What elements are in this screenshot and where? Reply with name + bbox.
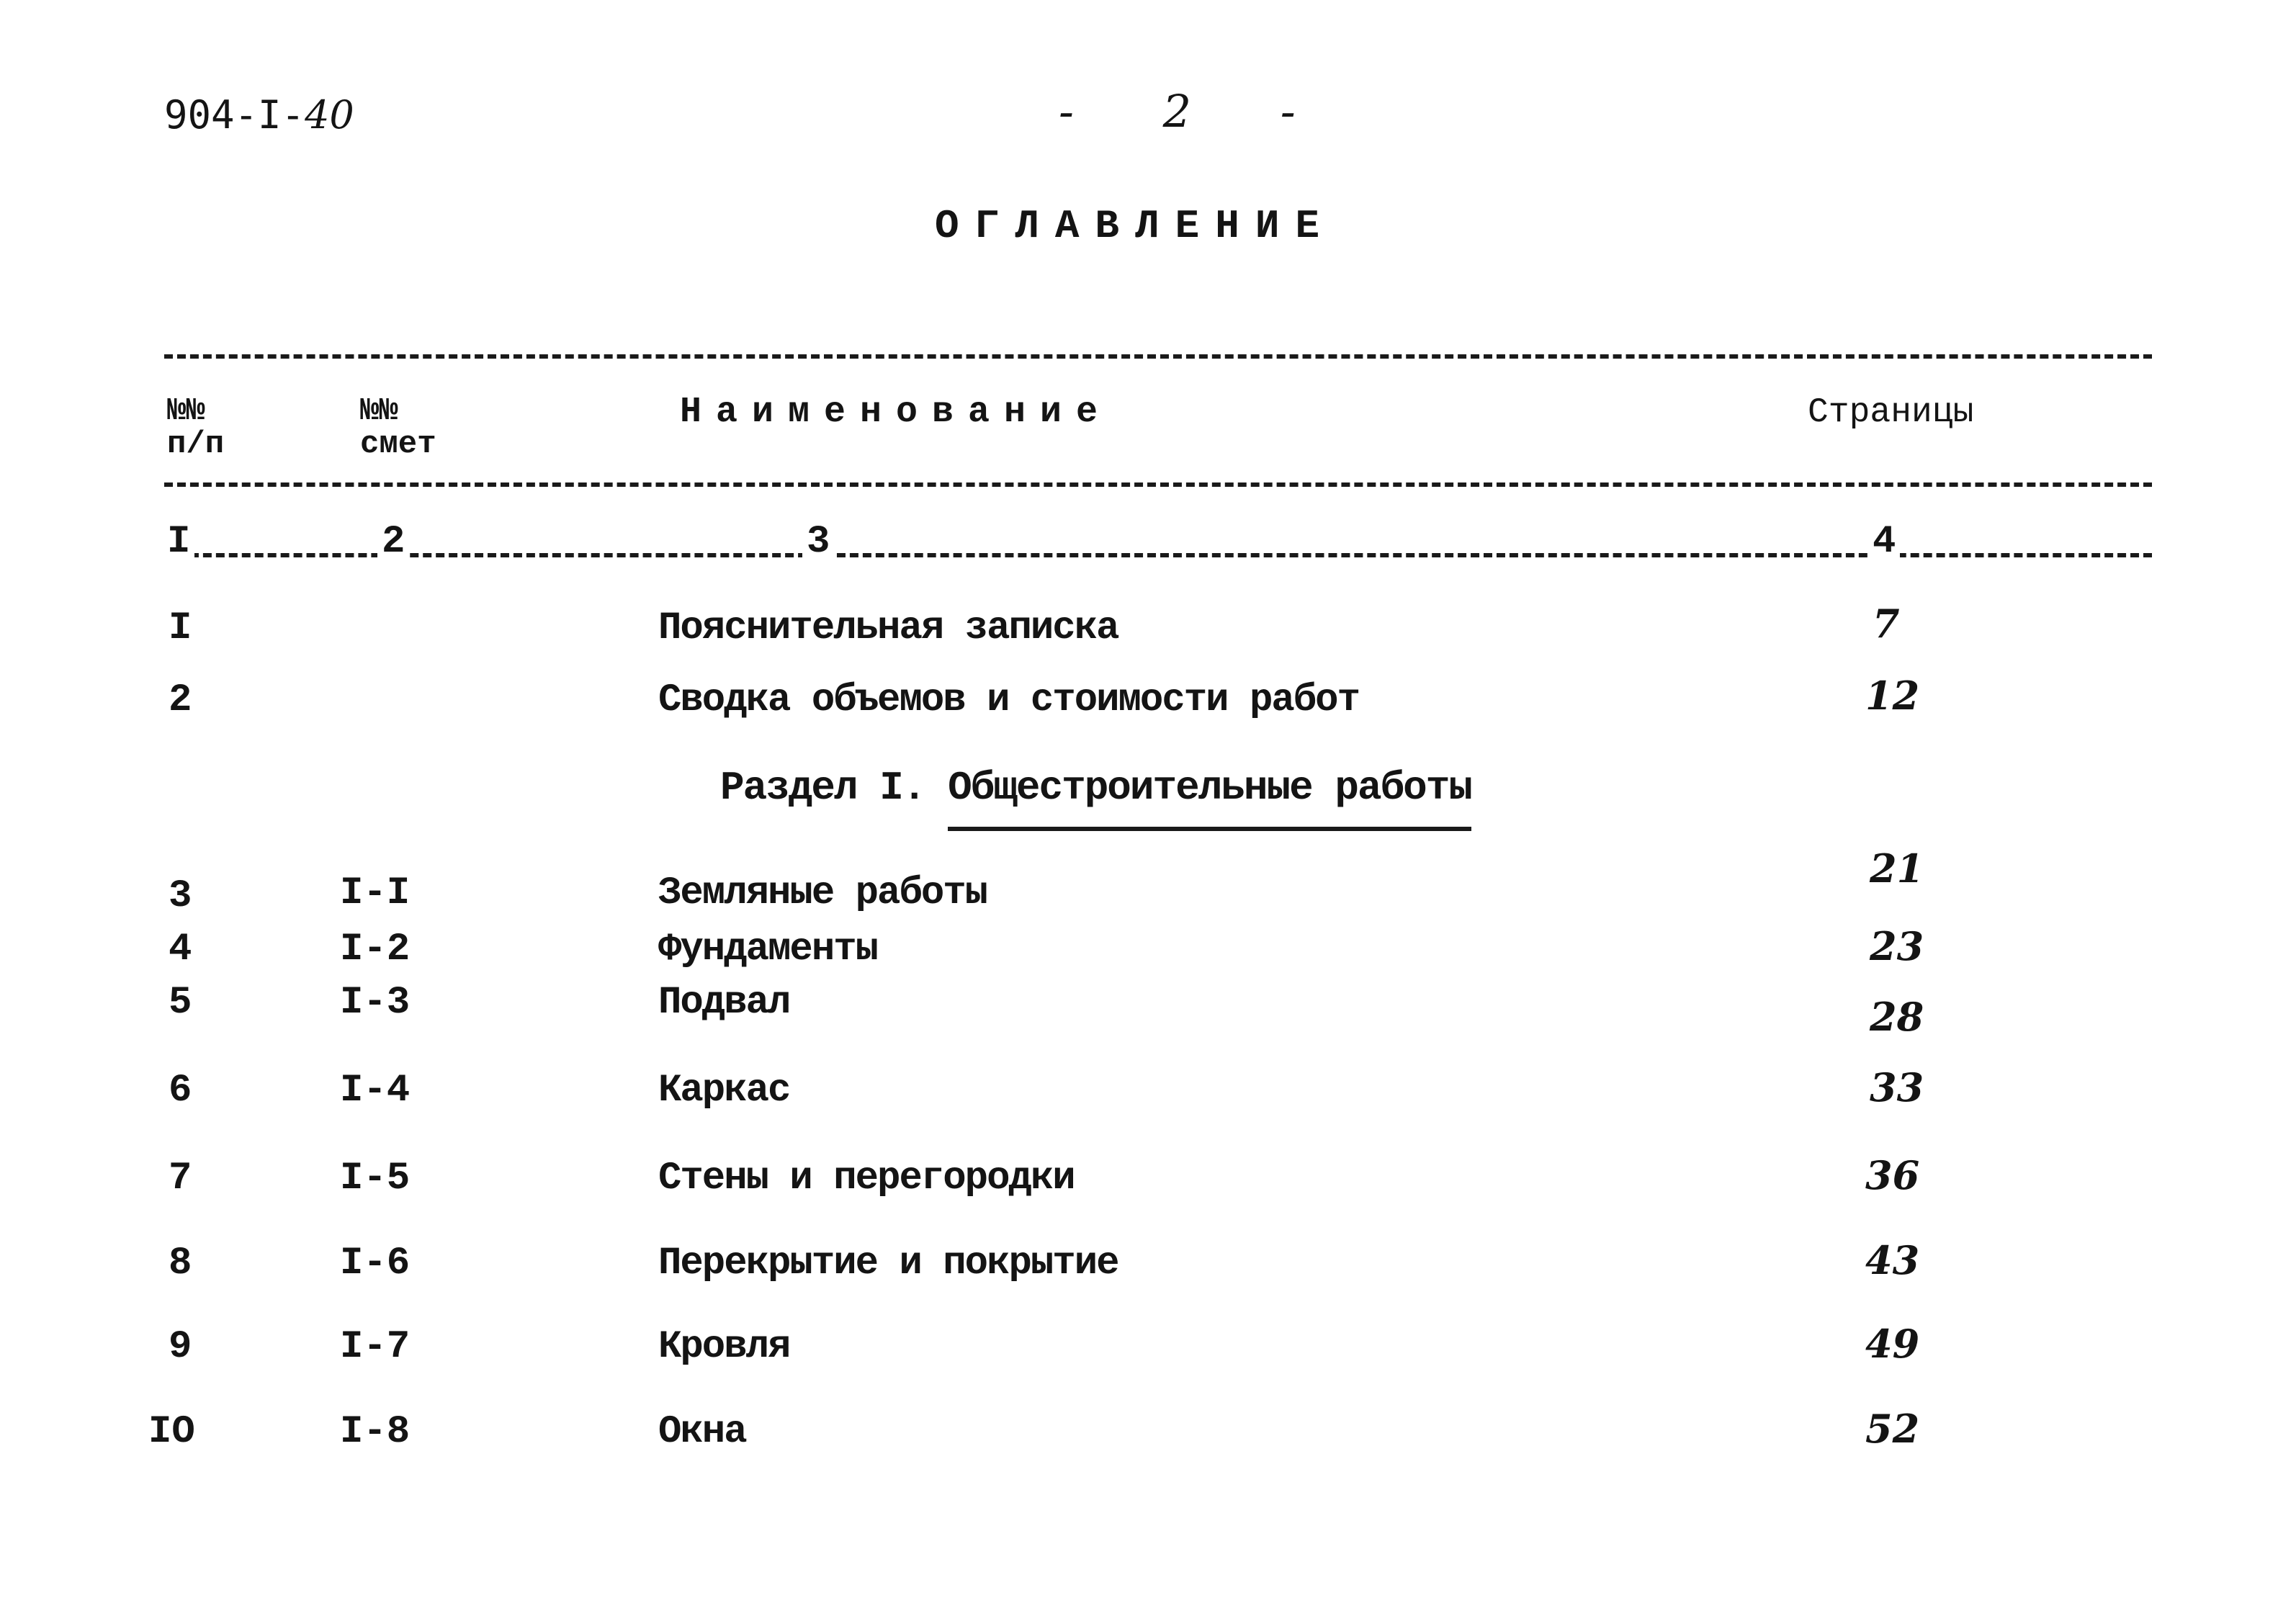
- row-estimate: I-6: [340, 1242, 411, 1285]
- row-number: I: [169, 606, 192, 650]
- row-name: Подвал: [658, 981, 790, 1025]
- row-page: 52: [1865, 1406, 1920, 1452]
- section-heading: [720, 765, 1471, 831]
- column-header-estimate-no: №№ смет: [360, 393, 436, 462]
- row-name: Перекрытие и покрытие: [658, 1242, 1118, 1285]
- row-name: Пояснительная записка: [658, 606, 1118, 650]
- row-number: 7: [169, 1157, 192, 1200]
- column-header-row-no: №№ п/п: [167, 393, 225, 462]
- document-code-handwritten: 40: [305, 92, 354, 138]
- column-header-name: Наименование: [680, 392, 1113, 433]
- row-number: 3: [169, 874, 192, 918]
- column-numbers-rule: [164, 553, 2152, 557]
- row-page: 21: [1870, 845, 1924, 892]
- row-estimate: I-I: [340, 871, 411, 915]
- row-number: 6: [169, 1069, 192, 1113]
- row-page: 12: [1865, 673, 1920, 719]
- row-name: Каркас: [658, 1069, 790, 1113]
- header-mid-rule: [164, 482, 2152, 487]
- row-estimate: I-5: [340, 1157, 411, 1200]
- row-number: IO: [148, 1410, 195, 1454]
- row-estimate: I-2: [340, 928, 411, 971]
- row-estimate: I-3: [340, 981, 411, 1025]
- column-number-1: I: [163, 520, 194, 564]
- row-estimate: I-8: [340, 1410, 411, 1454]
- document-title: ОГЛАВЛЕНИЕ: [935, 203, 1336, 249]
- row-page: 33: [1870, 1064, 1924, 1110]
- row-page: 36: [1865, 1152, 1920, 1198]
- document-code: 904-I-40: [164, 92, 354, 138]
- page-number: - 2 -: [1059, 85, 1333, 138]
- row-name: Сводка объемов и стоимости работ: [658, 678, 1359, 722]
- row-name: Земляные работы: [658, 871, 987, 915]
- row-page: 28: [1870, 994, 1924, 1040]
- row-page: 7: [1873, 601, 1900, 647]
- row-number: 4: [169, 928, 192, 971]
- row-estimate: I-7: [340, 1325, 411, 1369]
- row-name: Кровля: [658, 1325, 790, 1369]
- row-number: 2: [169, 678, 192, 722]
- column-number-2: 2: [377, 520, 409, 564]
- header-top-rule: [164, 354, 2152, 359]
- row-estimate: I-4: [340, 1069, 411, 1113]
- column-number-3: 3: [802, 520, 834, 564]
- row-number: 8: [169, 1242, 192, 1285]
- section-prefix: Раздел I.: [720, 765, 925, 811]
- column-number-4: 4: [1868, 520, 1900, 564]
- row-page: 49: [1865, 1321, 1920, 1367]
- row-page: 43: [1865, 1237, 1920, 1283]
- row-name: Окна: [658, 1410, 746, 1454]
- row-number: 5: [169, 981, 192, 1025]
- section-title: Общестроительные работы: [948, 765, 1471, 831]
- row-name: Фундаменты: [658, 928, 878, 971]
- row-name: Стены и перегородки: [658, 1157, 1075, 1200]
- row-page: 23: [1870, 923, 1924, 969]
- column-header-pages: Страницы: [1808, 393, 1974, 432]
- row-number: 9: [169, 1325, 192, 1369]
